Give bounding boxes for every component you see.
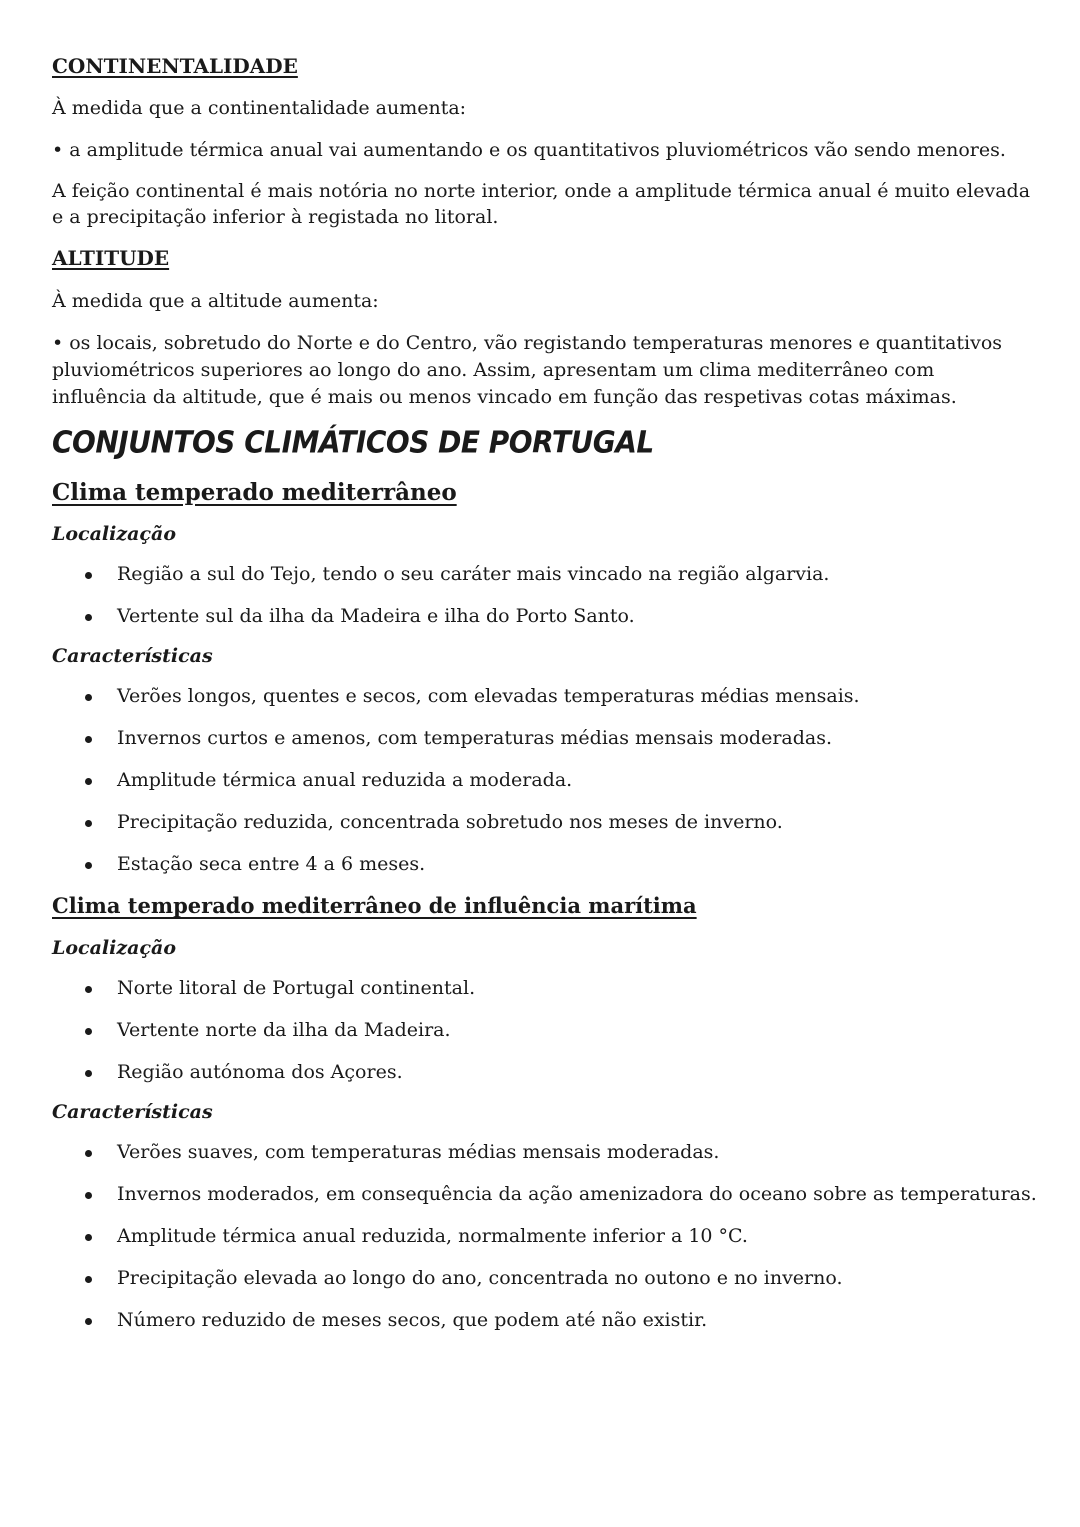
list-item: Precipitação reduzida, concentrada sobretudo nos meses de inverno.	[52, 808, 1042, 836]
bullet-icon	[85, 1192, 92, 1199]
climate-heading-maritima: Clima temperado mediterrâneo de influência marítima	[52, 893, 697, 918]
bullet-icon	[85, 1234, 92, 1241]
bullet-icon	[85, 820, 92, 827]
bullet-icon	[85, 778, 92, 785]
list-item: Vertente sul da ilha da Madeira e ilha do Porto Santo.	[52, 602, 1042, 630]
list-item: Amplitude térmica anual reduzida a moderada.	[52, 766, 1042, 794]
continentalidade-intro: À medida que a continentalidade aumenta:	[52, 97, 467, 119]
list-item: Estação seca entre 4 a 6 meses.	[52, 850, 1042, 878]
location-list	[52, 560, 1042, 630]
bullet-icon	[85, 1150, 92, 1157]
location-list	[52, 974, 1042, 1086]
bullet-icon	[85, 694, 92, 701]
list-item: Verões suaves, com temperaturas médias mensais moderadas.	[52, 1138, 1042, 1166]
continentalidade-heading: CONTINENTALIDADE	[52, 54, 298, 78]
features-label: Características	[52, 645, 213, 667]
features-list	[52, 682, 1042, 878]
continentalidade-paragraph: A feição continental é mais notória no norte interior, onde a amplitude térmica anual é muito elevada e a precipitação inferior à registada no litoral.	[52, 180, 1031, 228]
altitude-intro: À medida que a altitude aumenta:	[52, 290, 379, 312]
list-item: Vertente norte da ilha da Madeira.	[52, 1016, 1042, 1044]
bullet-icon	[85, 736, 92, 743]
list-item: Invernos curtos e amenos, com temperaturas médias mensais moderadas.	[52, 724, 1042, 752]
list-item: Norte litoral de Portugal continental.	[52, 974, 1042, 1002]
bullet-icon	[85, 1318, 92, 1325]
bullet-icon	[85, 862, 92, 869]
list-item: Região autónoma dos Açores.	[52, 1058, 1042, 1086]
list-item: Verões longos, quentes e secos, com elevadas temperaturas médias mensais.	[52, 682, 1042, 710]
bullet-icon	[85, 986, 92, 993]
altitude-heading: ALTITUDE	[52, 246, 170, 270]
altitude-bullet: • os locais, sobretudo do Norte e do Centro, vão registando temperaturas menores e quantitativos pluviométricos superiores ao longo do ano. Assim, apresentam um clima mediterrâneo com influência da altitude, que é mais ou menos vincado em função das respetivas cotas máximas.	[52, 332, 1003, 408]
page-title: CONJUNTOS CLIMÁTICOS DE PORTUGAL	[52, 424, 654, 461]
list-item: Precipitação elevada ao longo do ano, concentrada no outono e no inverno.	[52, 1264, 1042, 1292]
climate-heading-mediterraneo: Clima temperado mediterrâneo	[52, 479, 457, 506]
location-label: Localização	[52, 523, 177, 545]
features-list	[52, 1138, 1042, 1334]
bullet-icon	[85, 1028, 92, 1035]
document-page	[52, 52, 1042, 1334]
list-item: Número reduzido de meses secos, que podem até não existir.	[52, 1306, 1042, 1334]
continentalidade-bullet: • a amplitude térmica anual vai aumentando e os quantitativos pluviométricos vão sendo menores.	[52, 139, 1006, 161]
bullet-icon	[85, 1070, 92, 1077]
list-item: Invernos moderados, em consequência da ação amenizadora do oceano sobre as temperaturas.	[52, 1180, 1042, 1208]
location-label: Localização	[52, 937, 177, 959]
list-item: Amplitude térmica anual reduzida, normalmente inferior a 10 °C.	[52, 1222, 1042, 1250]
bullet-icon	[85, 1276, 92, 1283]
bullet-icon	[85, 572, 92, 579]
features-label: Características	[52, 1101, 213, 1123]
list-item: Região a sul do Tejo, tendo o seu caráter mais vincado na região algarvia.	[52, 560, 1042, 588]
bullet-icon	[85, 614, 92, 621]
